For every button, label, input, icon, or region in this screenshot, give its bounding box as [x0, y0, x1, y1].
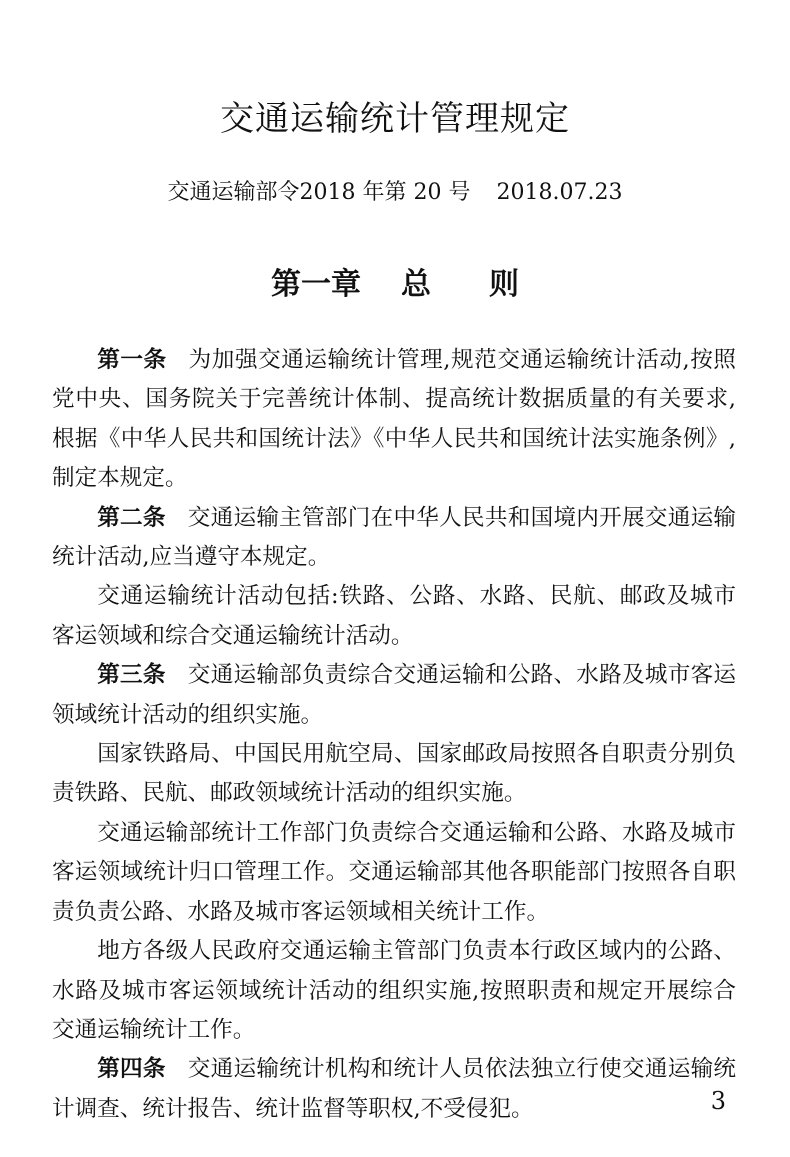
chapter-name-part1: 总: [401, 267, 431, 302]
paragraph: [52, 932, 736, 1050]
article-label: 第四条: [97, 1056, 166, 1083]
decree-date: 2018.07.23: [496, 180, 623, 205]
article-label: 第一条: [97, 347, 167, 373]
chapter-heading: [0, 263, 790, 307]
paragraph-text: 交通运输统计活动包括:铁路、公路、水路、民航、邮政及城市客运领域和综合交通运输统计活动。: [52, 583, 736, 649]
paragraph-text: 为加强交通运输统计管理,规范交通运输统计活动,按照党中央、国务院关于完善统计体制、提高统计数据质量的有关要求,根据《中华人民共和国统计法》《中华人民共和国统计法实施条例》,制定本规定。: [52, 347, 736, 492]
paragraph: [52, 656, 736, 735]
paragraph: [52, 1050, 736, 1129]
paragraph: [52, 341, 736, 499]
chapter-number: 第一章: [271, 267, 361, 302]
paragraph-text: 交通运输部统计工作部门负责综合交通运输和公路、水路及城市客运领域统计归口管理工作。交通运输部其他各职能部门按照各自职责负责公路、水路及城市客运领域相关统计工作。: [52, 819, 736, 925]
paragraph-text: 国家铁路局、中国民用航空局、国家邮政局按照各自职责分别负责铁路、民航、邮政领域统计活动的组织实施。: [52, 741, 736, 807]
paragraph: [52, 499, 736, 578]
article-label: 第二条: [97, 504, 166, 531]
document-title: 交通运输统计管理规定: [220, 99, 570, 139]
paragraph: [52, 814, 736, 932]
paragraph: [52, 735, 736, 814]
paragraph-text: 交通运输统计机构和统计人员依法独立行使交通运输统计调查、统计报告、统计监督等职权,不受侵犯。: [52, 1056, 737, 1122]
paragraph: [52, 577, 736, 656]
chapter-name-part2: 则: [489, 267, 519, 302]
page-number: 3: [710, 1087, 726, 1115]
paragraph-text: 交通运输部负责综合交通运输和公路、水路及城市客运领域统计活动的组织实施。: [52, 662, 737, 728]
decree-line: [0, 176, 790, 210]
paragraph-text: 交通运输主管部门在中华人民共和国境内开展交通运输统计活动,应当遵守本规定。: [52, 504, 737, 571]
article-label: 第三条: [97, 662, 166, 689]
paragraph-text: 地方各级人民政府交通运输主管部门负责本行政区域内的公路、水路及城市客运领域统计活动的组织实施,按照职责和规定开展综合交通运输统计工作。: [52, 938, 736, 1043]
document-body: [52, 341, 736, 1129]
decree-number: 交通运输部令2018 年第 20 号: [167, 180, 471, 205]
